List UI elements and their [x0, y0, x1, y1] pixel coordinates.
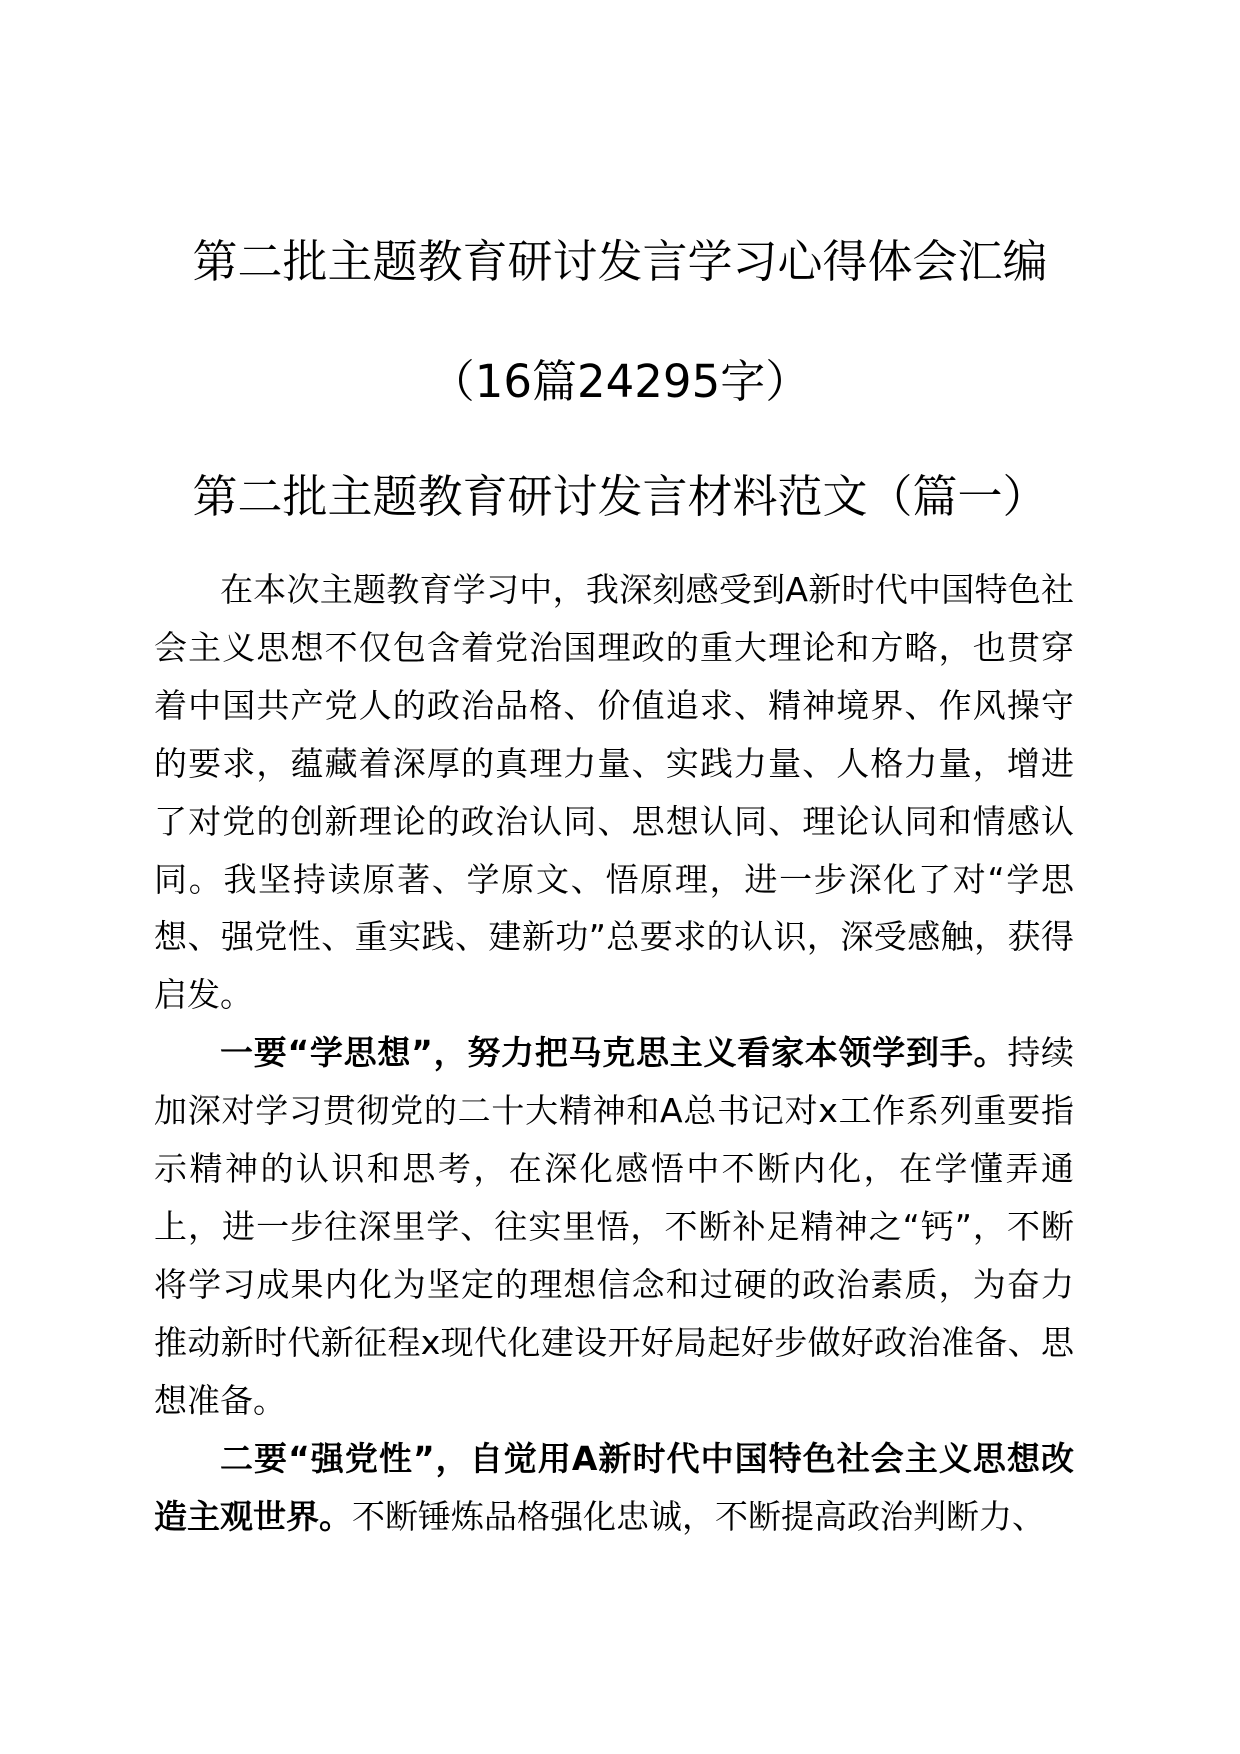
document-body: [154, 561, 1074, 1545]
paragraph-text: 不断锤炼品格强化忠诚，不断提高政治判断力、: [352, 1496, 1045, 1536]
document-title: 第二批主题教育研讨发言学习心得体会汇编: [192, 235, 1048, 288]
paragraph-point-2: [154, 1430, 1074, 1546]
paragraph-lead-bold: 二要“强党性”，自觉用A新时代中国特色社会主义思想改造主观世界。: [154, 1438, 1074, 1536]
paragraph-text: 持续加深对学习贯彻党的二十大精神和A总书记对x工作系列重要指示精神的认识和思考，在深化感悟中不断内化，在学懂弄通上，进一步往深里学、往实里悟，不断补足精神之“钙”，不断将学习成果内化为坚定的理想信念和过硬的政治素质，为奋力推动新时代新征程x现代化建设开好局起好步做好政治准备、思想准备。: [154, 1033, 1074, 1420]
paragraph-lead-bold: 一要“学思想”，努力把马克思主义看家本领学到手。: [220, 1033, 1008, 1073]
document-title-count: （16篇24295字）: [429, 355, 811, 408]
paragraph-point-1: [154, 1024, 1074, 1429]
paragraph-text: 在本次主题教育学习中，我深刻感受到A新时代中国特色社会主义思想不仅包含着党治国理政的重大理论和方略，也贯穿着中国共产党人的政治品格、价值追求、精神境界、作风操守的要求，蕴藏着深厚的真理力量、实践力量、人格力量，增进了对党的创新理论的政治认同、思想认同、理论认同和情感认同。我坚持读原著、学原文、悟原理，进一步深化了对“学思想、强党性、重实践、建新功”总要求的认识，深受感触，获得启发。: [154, 570, 1074, 1015]
paragraph-intro: [154, 561, 1074, 1024]
section-heading: 第二批主题教育研讨发言材料范文（篇一）: [192, 470, 1048, 523]
